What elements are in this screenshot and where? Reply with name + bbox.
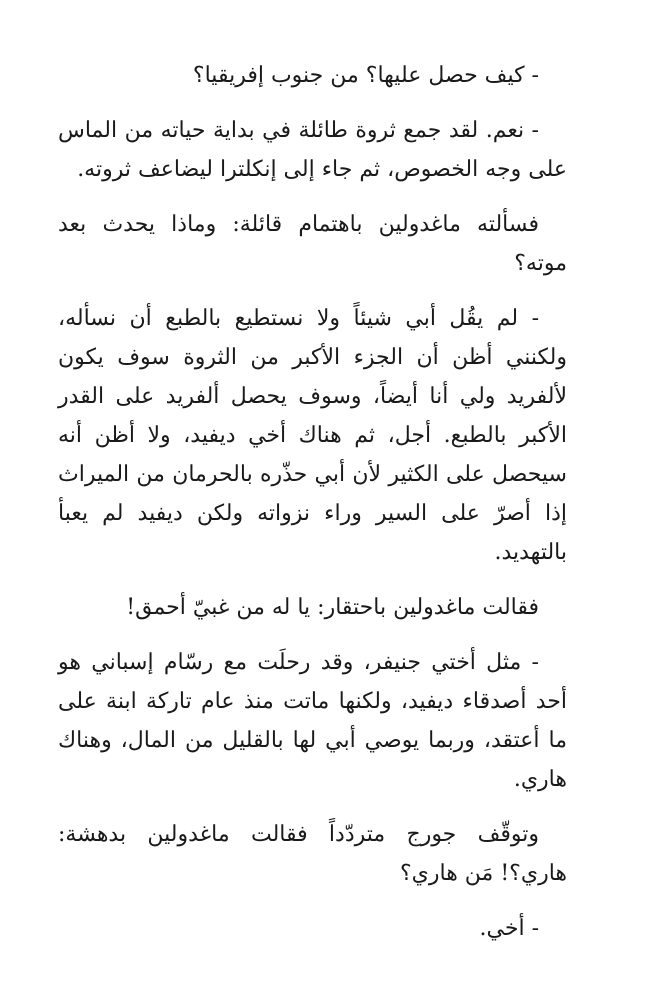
paragraph: - مثل أختي جنيفر، وقد رحلَت مع رسّام إسباني هو أحد أصدقاء ديفيد، ولكنها ماتت منذ عام تاركة ابنة على ما أعتقد، وربما يوصي أبي لها بالقليل من المال، وهناك هاري. (58, 650, 567, 792)
paragraph: - لم يقُل أبي شيئاً ولا نستطيع بالطبع أن نسأله، ولكنني أظن أن الجزء الأكبر من الثروة سوف يكون لألفريد ولي أنا أيضاً، وسوف يحصل ألفريد على القدر الأكبر بالطبع. أجل، ثم هناك أخي ديفيد، ولا أظن أنه سيحصل على الكثير لأن أبي حذّره بالحرمان من الميراث إذا أصرّ على السير وراء نزواته ولكن ديفيد لم يعبأ بالتهديد. (58, 306, 567, 565)
paragraph: - أخي. (479, 916, 539, 941)
paragraph: - كيف حصل عليها؟ من جنوب إفريقيا؟ (192, 63, 539, 88)
paragraph: فسألته ماغدولين باهتمام قائلة: وماذا يحدث بعد موته؟ (58, 212, 567, 276)
paragraph: فقالت ماغدولين باحتقار: يا له من غبيّ أحمق! (126, 595, 539, 620)
book-page (58, 56, 567, 984)
paragraph: وتوقّف جورج متردّداً فقالت ماغدولين بدهشة: هاري؟! مَن هاري؟ (58, 822, 567, 886)
paragraph: - نعم. لقد جمع ثروة طائلة في بداية حياته من الماس على وجه الخصوص، ثم جاء إلى إنكلترا ليضاعف ثروته. (58, 118, 567, 182)
